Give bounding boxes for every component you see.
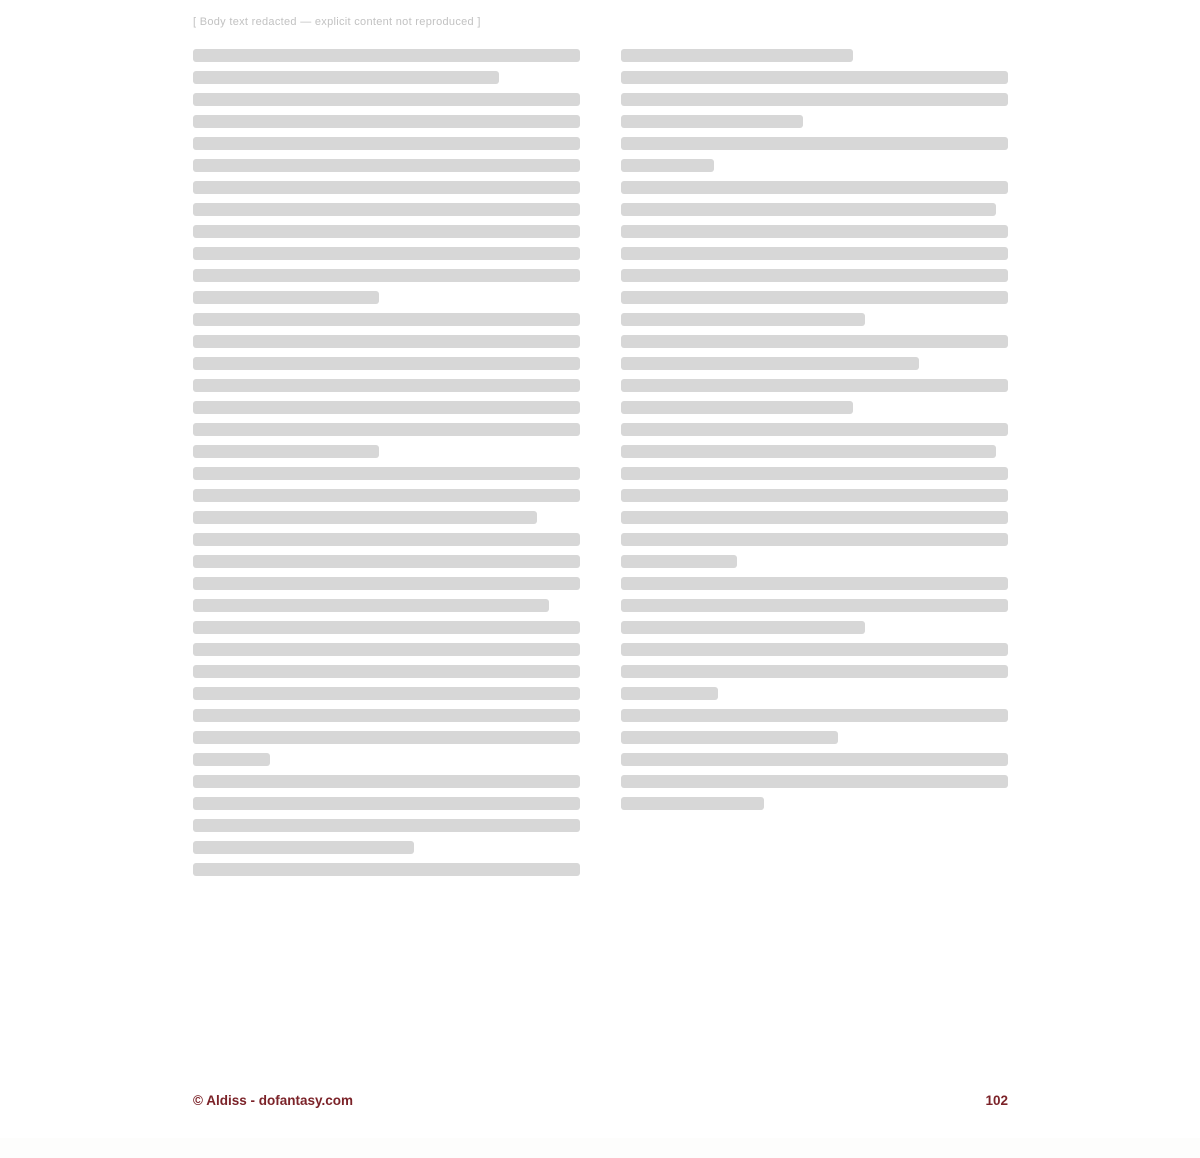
paragraph-redacted xyxy=(193,863,580,876)
redacted-text-line xyxy=(621,71,1008,84)
redacted-text-line xyxy=(621,753,1008,766)
redacted-text-line xyxy=(621,577,1008,590)
paragraph-redacted xyxy=(621,335,1008,370)
redaction-notice: [ Body text redacted — explicit content not reproduced ] xyxy=(193,16,481,28)
redacted-text-line xyxy=(621,159,714,172)
redacted-text-line xyxy=(621,621,865,634)
redacted-text-line xyxy=(193,599,549,612)
redacted-text-line xyxy=(621,247,1008,260)
redacted-text-line xyxy=(193,49,580,62)
two-column-text-body xyxy=(193,49,1008,885)
redacted-text-line xyxy=(193,841,414,854)
redacted-text-line xyxy=(621,379,1008,392)
redacted-text-line xyxy=(193,181,580,194)
redacted-text-line xyxy=(193,445,379,458)
redacted-text-line xyxy=(193,357,580,370)
redacted-text-line xyxy=(621,665,1008,678)
redacted-text-line xyxy=(621,269,1008,282)
redacted-text-line xyxy=(193,71,499,84)
redacted-text-line xyxy=(621,489,1008,502)
redacted-text-line xyxy=(193,863,580,876)
footer-copyright: © Aldiss - dofantasy.com xyxy=(193,1093,353,1108)
redacted-text-line xyxy=(193,555,580,568)
redacted-text-line xyxy=(621,511,1008,524)
redacted-text-line xyxy=(193,797,580,810)
redacted-text-line xyxy=(621,687,718,700)
redacted-text-line xyxy=(621,313,865,326)
redacted-text-line xyxy=(621,467,1008,480)
redacted-text-line xyxy=(621,445,996,458)
redacted-text-line xyxy=(621,225,1008,238)
redacted-text-line xyxy=(193,753,270,766)
redacted-text-line xyxy=(193,247,580,260)
redacted-text-line xyxy=(193,313,580,326)
redacted-text-line xyxy=(621,533,1008,546)
redacted-text-line xyxy=(193,335,580,348)
redacted-text-line xyxy=(193,643,580,656)
text-column-left xyxy=(193,49,580,885)
redacted-text-line xyxy=(193,687,580,700)
redacted-text-line xyxy=(193,511,537,524)
paragraph-redacted xyxy=(193,467,580,524)
redacted-text-line xyxy=(193,709,580,722)
redacted-text-line xyxy=(621,357,919,370)
redacted-text-line xyxy=(193,203,580,216)
paragraph-redacted xyxy=(621,71,1008,128)
redacted-text-line xyxy=(621,709,1008,722)
redacted-text-line xyxy=(621,555,737,568)
paragraph-redacted xyxy=(193,93,580,304)
redacted-text-line xyxy=(193,93,580,106)
paragraph-redacted xyxy=(193,313,580,458)
paragraph-redacted xyxy=(621,423,1008,458)
redacted-text-line xyxy=(621,49,853,62)
redacted-text-line xyxy=(621,643,1008,656)
paragraph-redacted xyxy=(621,577,1008,634)
paragraph-redacted xyxy=(621,643,1008,700)
redacted-text-line xyxy=(621,93,1008,106)
redacted-text-line xyxy=(621,775,1008,788)
footer-page-number: 102 xyxy=(985,1093,1008,1108)
page-footer xyxy=(193,1093,1008,1108)
redacted-text-line xyxy=(621,599,1008,612)
redacted-text-line xyxy=(193,115,580,128)
redacted-text-line xyxy=(193,489,580,502)
text-column-right xyxy=(621,49,1008,885)
redacted-text-line xyxy=(193,291,379,304)
paragraph-redacted xyxy=(621,753,1008,810)
paragraph-redacted xyxy=(621,49,1008,62)
redacted-text-line xyxy=(621,137,1008,150)
paragraph-redacted xyxy=(621,225,1008,326)
redacted-text-line xyxy=(193,401,580,414)
redacted-text-line xyxy=(193,775,580,788)
redacted-text-line xyxy=(193,467,580,480)
redacted-text-line xyxy=(193,665,580,678)
redacted-text-line xyxy=(193,731,580,744)
redacted-text-line xyxy=(621,203,996,216)
redacted-text-line xyxy=(621,335,1008,348)
paragraph-redacted xyxy=(621,137,1008,172)
paragraph-redacted xyxy=(193,533,580,612)
paragraph-redacted xyxy=(621,709,1008,744)
redacted-text-line xyxy=(621,291,1008,304)
redacted-text-line xyxy=(621,797,764,810)
paragraph-redacted xyxy=(621,379,1008,414)
paragraph-redacted xyxy=(193,49,580,84)
scan-artifact-strip xyxy=(0,1138,1200,1158)
redacted-text-line xyxy=(193,423,580,436)
redacted-text-line xyxy=(621,731,838,744)
redacted-text-line xyxy=(193,577,580,590)
paragraph-redacted xyxy=(621,467,1008,568)
redacted-text-line xyxy=(621,115,803,128)
redacted-text-line xyxy=(193,269,580,282)
redacted-text-line xyxy=(621,401,853,414)
redacted-text-line xyxy=(621,423,1008,436)
redacted-text-line xyxy=(193,159,580,172)
redacted-text-line xyxy=(193,819,580,832)
paragraph-redacted xyxy=(193,775,580,854)
paragraph-redacted xyxy=(193,621,580,766)
paragraph-redacted xyxy=(621,181,1008,216)
redacted-text-line xyxy=(193,621,580,634)
redacted-text-line xyxy=(193,137,580,150)
redacted-text-line xyxy=(193,379,580,392)
redacted-text-line xyxy=(621,181,1008,194)
redacted-text-line xyxy=(193,225,580,238)
redacted-text-line xyxy=(193,533,580,546)
